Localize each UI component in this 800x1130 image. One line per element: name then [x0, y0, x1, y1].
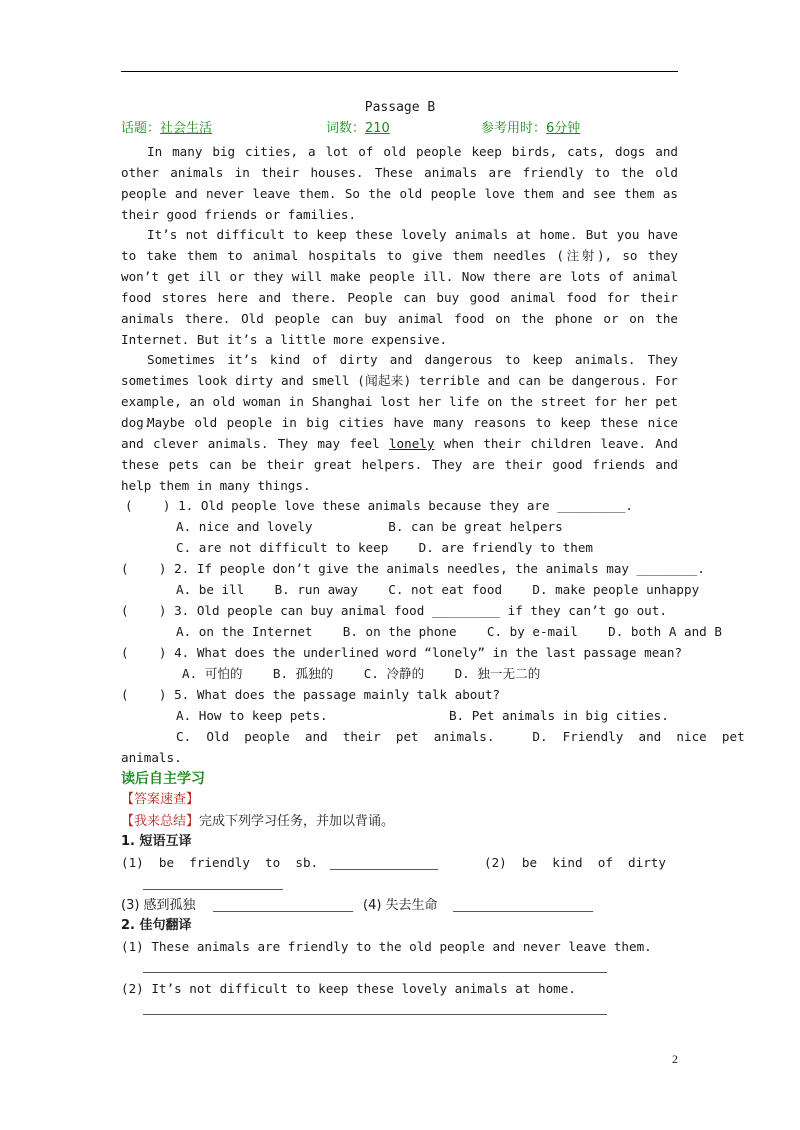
- phrase-item-3: (3) 感到孤独: [121, 898, 196, 913]
- passage-title: Passage B: [364, 100, 436, 115]
- question-3: ( ) 3. Old people can buy animal food _________ if they can’t go out.: [121, 603, 667, 618]
- paragraph-4: Maybe old people in big cities have many reasons to keep these nice and clever animals. They may feel lonely when their children leave. And these pets can be their great helpers. They are their good friends and help them in many things.: [121, 415, 678, 493]
- question-5: ( ) 5. What does the passage mainly talk about?: [121, 687, 501, 702]
- time-meta: 参考用时：6分钟: [481, 121, 581, 136]
- answer-check-label: 【答案速查】: [121, 792, 200, 807]
- question-2: ( ) 2. If people don’t give the animals needles, the animals may ________.: [121, 561, 705, 576]
- section-phrase-translation: 1. 短语互译: [121, 834, 192, 849]
- sentence-1: (1) These animals are friendly to the old people and never leave them.: [121, 939, 652, 954]
- topic-meta: 话题：社会生活: [121, 121, 213, 136]
- answer-line-1[interactable]: [143, 972, 607, 973]
- answer-blank-2[interactable]: [143, 889, 283, 890]
- page-number: 2: [672, 1052, 678, 1066]
- question-5-options-cont: animals.: [121, 750, 182, 765]
- section-sentence-translation: 2. 佳句翻译: [121, 918, 192, 933]
- answer-blank-4[interactable]: [453, 911, 593, 912]
- question-1: ( ) 1. Old people love these animals because they are _________.: [125, 498, 633, 513]
- question-5-options-cd: C. Old people and their pet animals. D. Friendly and nice pet: [176, 729, 745, 744]
- word-count-meta: 词数：210: [326, 121, 390, 136]
- answer-line-2[interactable]: [143, 1014, 607, 1015]
- phrase-item-4: (4) 失去生命: [363, 898, 438, 913]
- summary-line: 【我来总结】完成下列学习任务，并加以背诵。: [121, 814, 395, 829]
- paragraph-3: Sometimes it’s kind of dirty and dangerous to keep animals. They sometimes look dirty and smell (闻起来) terrible and can be dangerous. For example, an old woman in Shanghai lost her life on the street for her pet dog.: [121, 352, 678, 430]
- question-1-options-ab: A. nice and lovely B. can be great helpers: [176, 519, 563, 534]
- underlined-word: lonely: [388, 436, 435, 451]
- phrase-item-2: (2) be kind of dirty: [484, 855, 666, 870]
- paragraph-1: In many big cities, a lot of old people keep birds, cats, dogs and other animals in their houses. These animals are friendly to the old people and never leave them. So the old people love them and see them as their good friends or families.: [121, 144, 678, 222]
- question-1-options-cd: C. are not difficult to keep D. are friendly to them: [176, 540, 594, 555]
- sentence-2: (2) It’s not difficult to keep these lovely animals at home.: [121, 981, 576, 996]
- header-rule: [121, 71, 678, 72]
- question-4: ( ) 4. What does the underlined word “lonely” in the last passage mean?: [121, 645, 683, 660]
- study-heading: 读后自主学习: [121, 771, 205, 787]
- question-4-options: A. 可怕的 B. 孤独的 C. 冷静的 D. 独一无二的: [182, 666, 541, 681]
- answer-blank-1[interactable]: [330, 869, 438, 870]
- question-2-options: A. be ill B. run away C. not eat food D. make people unhappy: [176, 582, 700, 597]
- paragraph-2: It’s not difficult to keep these lovely animals at home. But you have to take them to animal hospitals to give them needles (注射), so they won’t get ill or they will make people ill. Now there are lots of animal food stores here and there. People can buy good animal food for their animals there. Old people can buy animal food on the phone or on the Internet. But it’s a little more expensive.: [121, 227, 678, 347]
- phrase-item-1: (1) be friendly to sb.: [121, 855, 319, 870]
- question-5-options-ab: A. How to keep pets. B. Pet animals in big cities.: [176, 708, 669, 723]
- question-3-options: A. on the Internet B. on the phone C. by e-mail D. both A and B: [176, 624, 722, 639]
- answer-blank-3[interactable]: [213, 911, 353, 912]
